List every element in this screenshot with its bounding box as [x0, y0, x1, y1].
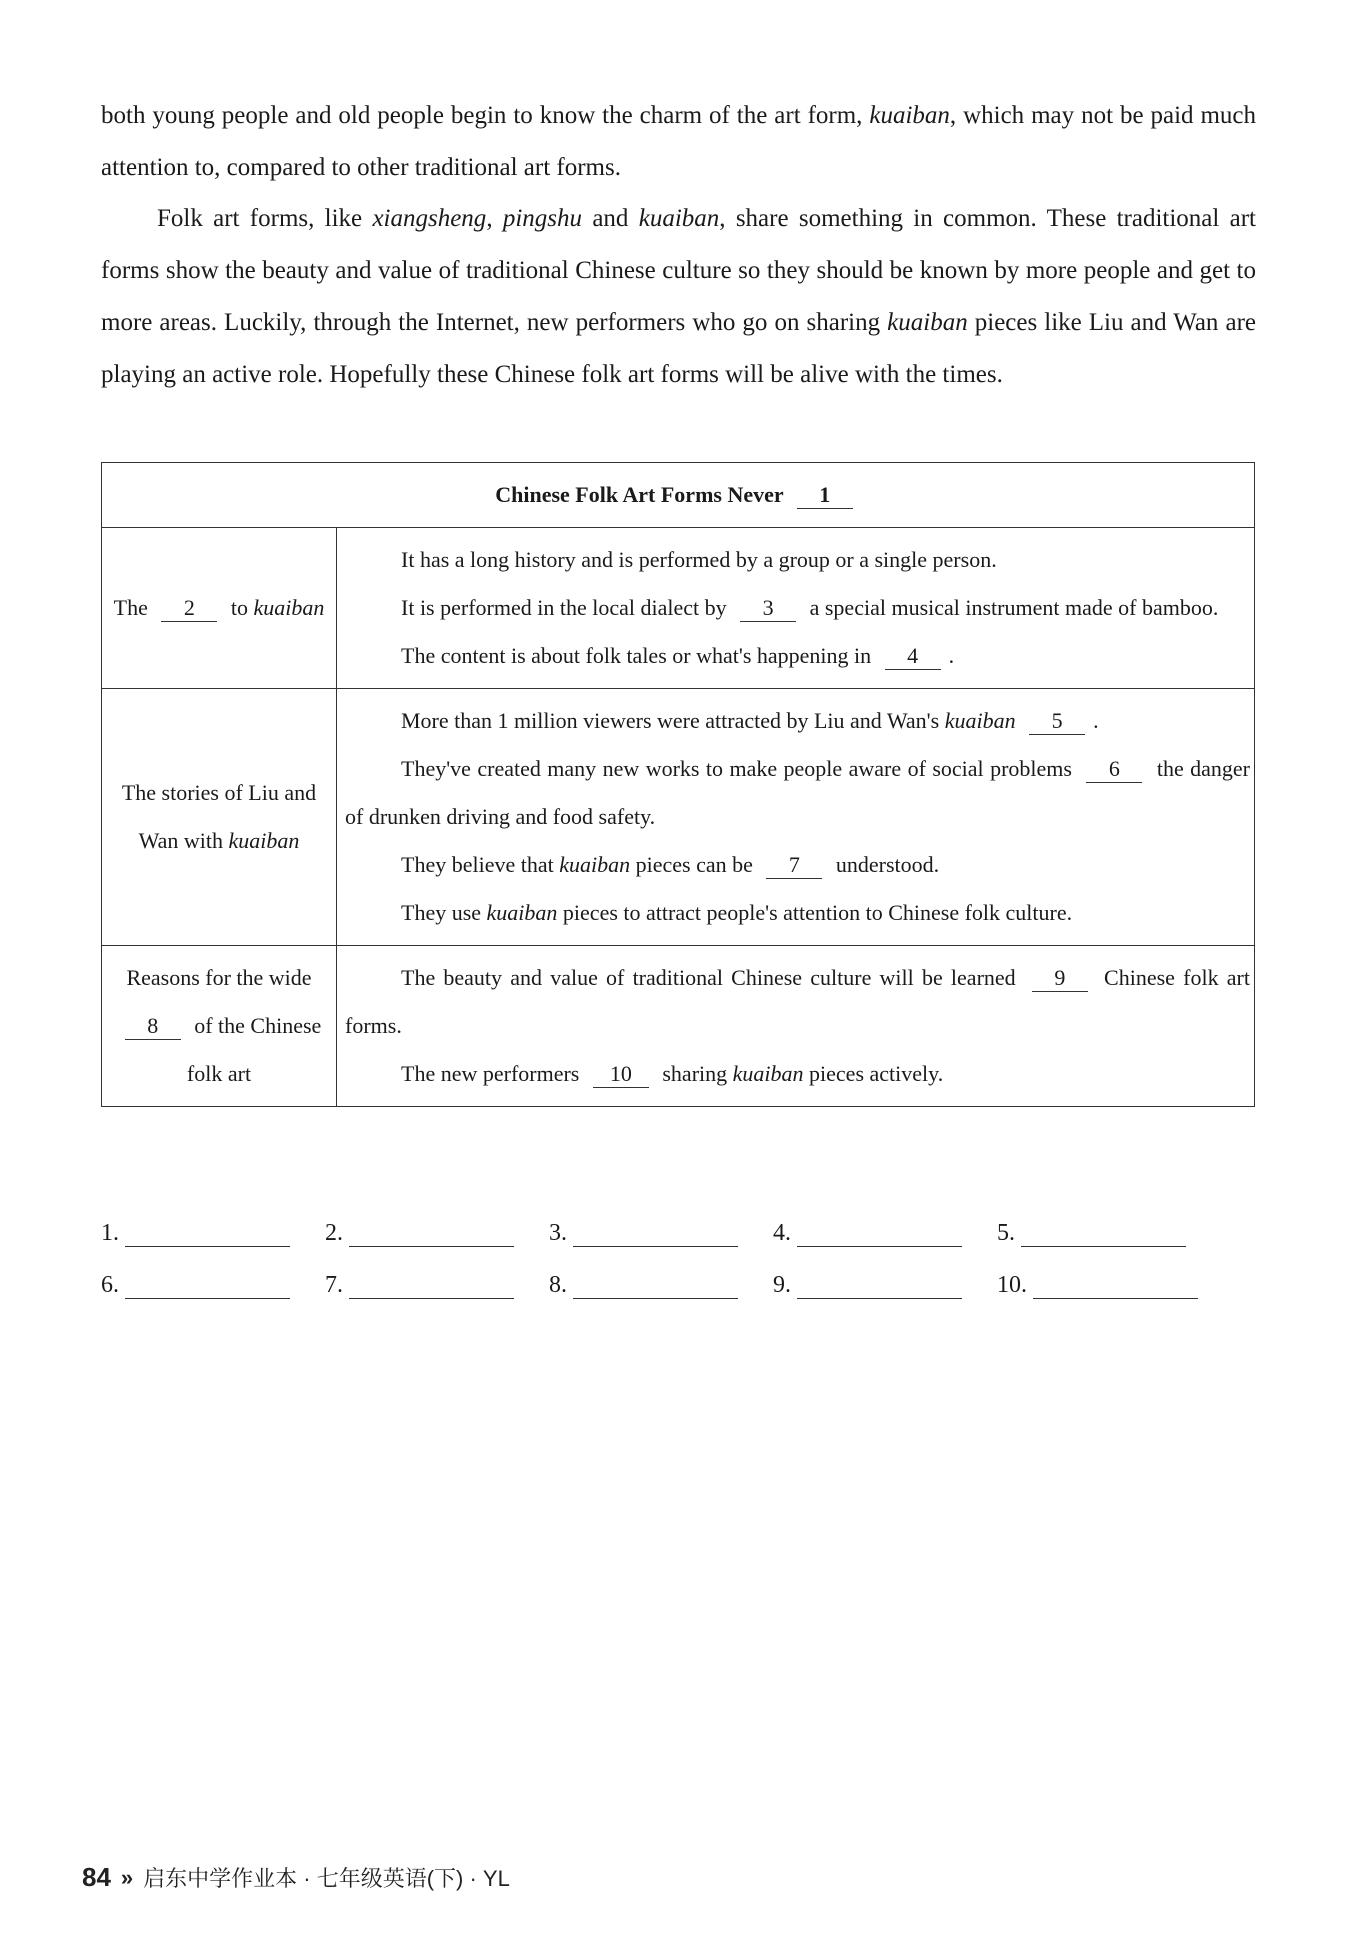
answer-number: 10. — [997, 1272, 1027, 1298]
text-fragment: Chinese folk art forms. — [345, 965, 1250, 1038]
answer-number: 3. — [549, 1220, 567, 1246]
chevron-right-icon: » — [120, 1864, 134, 1890]
blank-3: 3 — [740, 595, 796, 622]
answer-item — [325, 1247, 549, 1299]
text-fragment: of the Chinese folk art — [186, 1013, 322, 1086]
answer-item — [773, 1247, 997, 1299]
text-fragment: both young people and old people begin to know the charm of the art form, — [101, 102, 870, 129]
summary-table — [101, 462, 1255, 1107]
answer-number: 8. — [549, 1272, 567, 1298]
text-fragment: The stories of Liu and Wan with — [121, 780, 317, 853]
blank-4: 4 — [885, 643, 941, 670]
row-content-kuaiban — [337, 528, 1255, 689]
text-fragment: a special musical instrument made of bamboo. — [804, 595, 1219, 620]
text-fragment — [1016, 708, 1022, 733]
answer-item — [325, 1195, 549, 1247]
blank-9: 9 — [1032, 965, 1088, 992]
answer-item — [549, 1247, 773, 1299]
text-fragment: pieces like Liu and Wan are playing an active role. Hopefully these Chinese folk art forms will be alive with the times. — [101, 309, 1256, 388]
answer-number: 5. — [997, 1220, 1015, 1246]
text-fragment: pieces actively. — [803, 1061, 944, 1086]
italic-term: kuaiban — [944, 708, 1016, 733]
text-fragment: , which may not be paid much attention to, compared to other traditional art forms. — [101, 102, 1256, 181]
table-line — [345, 745, 1250, 841]
table-title — [102, 463, 1255, 528]
text-fragment: the danger of drunken driving and food safety. — [345, 756, 1251, 829]
table-line — [345, 889, 1250, 937]
table-line — [345, 536, 1250, 584]
text-fragment: The new performers — [401, 1061, 585, 1086]
passage-paragraph-1 — [101, 90, 1256, 194]
table-line — [345, 584, 1250, 632]
blank-5: 5 — [1029, 708, 1085, 735]
text-fragment: They've created many new works to make people aware of social problems — [401, 756, 1079, 781]
text-fragment: . — [948, 643, 955, 668]
blank-8: 8 — [125, 1013, 181, 1040]
text-fragment: The — [113, 595, 154, 620]
answer-item — [101, 1195, 325, 1247]
blank-2: 2 — [161, 595, 217, 622]
table-row — [102, 946, 1255, 1107]
text-fragment: to — [225, 595, 254, 620]
answer-line[interactable] — [1021, 1218, 1186, 1247]
answer-row — [101, 1195, 1261, 1247]
italic-term: kuaiban — [732, 1061, 804, 1086]
blank-6: 6 — [1086, 756, 1142, 783]
italic-term: kuaiban — [228, 828, 300, 853]
answer-line[interactable] — [573, 1270, 738, 1299]
page-number: 84 — [82, 1862, 111, 1892]
answer-item — [101, 1247, 325, 1299]
text-fragment: pieces to attract people's attention to Chinese folk culture. — [557, 900, 1073, 925]
answer-item — [549, 1195, 773, 1247]
blank-10: 10 — [593, 1061, 649, 1088]
answer-line[interactable] — [1033, 1270, 1198, 1299]
row-heading-reasons — [102, 946, 337, 1107]
italic-term: kuaiban — [559, 852, 631, 877]
italic-term: xiangsheng — [372, 205, 487, 232]
answer-item — [997, 1195, 1221, 1247]
table-line — [345, 1050, 1250, 1098]
text-fragment: pieces can be — [630, 852, 759, 877]
text-fragment: It has a long history and is performed by a group or a single person. — [401, 547, 997, 572]
answer-line[interactable] — [349, 1218, 514, 1247]
table-line — [345, 697, 1250, 745]
table-line — [345, 841, 1250, 889]
text-fragment: , — [486, 205, 503, 232]
answer-line[interactable] — [797, 1218, 962, 1247]
answer-line[interactable] — [125, 1218, 290, 1247]
answer-number: 1. — [101, 1220, 119, 1246]
book-title: 启东中学作业本 · 七年级英语(下) · YL — [143, 1866, 510, 1891]
answer-line[interactable] — [797, 1270, 962, 1299]
text-fragment: More than 1 million viewers were attracted by Liu and Wan's — [401, 708, 945, 733]
text-fragment: They use — [401, 900, 487, 925]
answer-line[interactable] — [573, 1218, 738, 1247]
italic-term: kuaiban — [887, 309, 968, 336]
answer-number: 9. — [773, 1272, 791, 1298]
row-heading-kuaiban — [102, 528, 337, 689]
answer-line[interactable] — [349, 1270, 514, 1299]
italic-term: kuaiban — [869, 102, 950, 129]
table-line — [345, 954, 1250, 1050]
answer-number: 6. — [101, 1272, 119, 1298]
text-fragment: It is performed in the local dialect by — [401, 595, 733, 620]
answer-line[interactable] — [125, 1270, 290, 1299]
row-heading-stories — [102, 689, 337, 946]
text-fragment: . — [1093, 708, 1099, 733]
italic-term: kuaiban — [638, 205, 720, 232]
text-fragment: , share something in common. These traditional art forms show the beauty and value of traditional Chinese culture so they should be known by more people and get to more areas. Luckily, through the Internet, new performers who go on sharing — [101, 205, 1257, 336]
text-fragment: sharing — [656, 1061, 733, 1086]
answer-row — [101, 1247, 1261, 1299]
table-line — [345, 632, 1250, 680]
text-fragment: They believe that — [401, 852, 560, 877]
blank-1: 1 — [797, 482, 853, 509]
answer-number: 2. — [325, 1220, 343, 1246]
text-fragment: Reasons for the wide — [126, 965, 312, 990]
text-fragment: understood. — [830, 852, 940, 877]
text-fragment: The beauty and value of traditional Chinese culture will be learned — [401, 965, 1024, 990]
table-row — [102, 689, 1255, 946]
answer-number: 4. — [773, 1220, 791, 1246]
blank-7: 7 — [766, 852, 822, 879]
answer-blanks — [101, 1195, 1261, 1299]
answer-item — [997, 1247, 1221, 1299]
text-fragment: Folk art forms, like — [157, 205, 373, 232]
text-fragment: The content is about folk tales or what's happening in — [401, 643, 877, 668]
answer-number: 7. — [325, 1272, 343, 1298]
italic-term: kuaiban — [486, 900, 558, 925]
passage-paragraph-2 — [101, 193, 1256, 401]
italic-term: pingshu — [502, 205, 583, 232]
row-content-stories — [337, 689, 1255, 946]
table-title-text: Chinese Folk Art Forms Never — [495, 482, 784, 507]
answer-item — [773, 1195, 997, 1247]
italic-term: kuaiban — [253, 595, 325, 620]
row-content-reasons — [337, 946, 1255, 1107]
page-footer — [82, 1862, 510, 1893]
table-row — [102, 528, 1255, 689]
text-fragment: and — [582, 205, 639, 232]
